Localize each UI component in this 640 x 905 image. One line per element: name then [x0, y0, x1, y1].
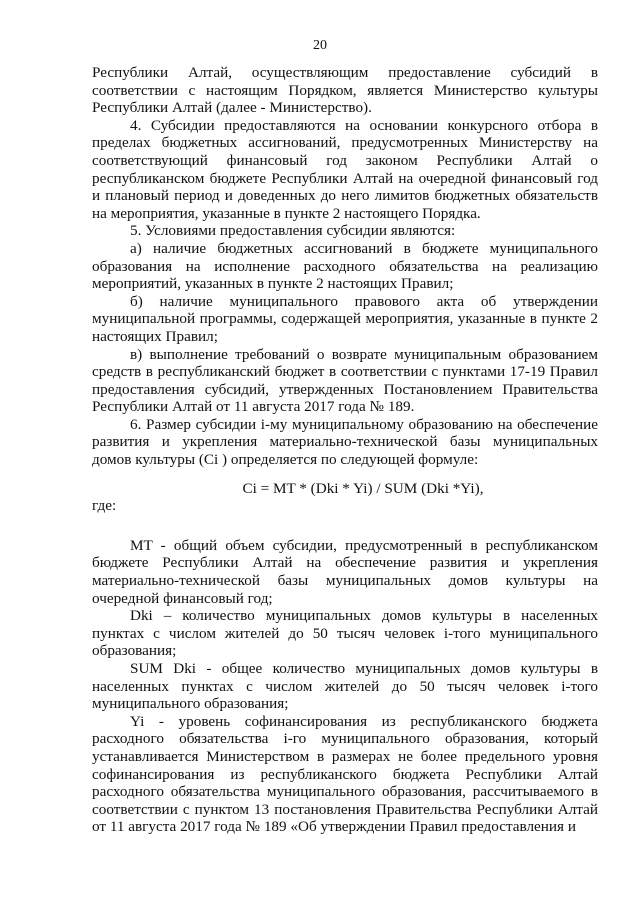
paragraph: Dki – количество муниципальных домов культуры в населенных пунктах с числом жителей до 50 тысяч человек i-того муниципального образования; [92, 607, 598, 660]
paragraph: Республики Алтай, осуществляющим предоставление субсидий в соответствии с настоящим Порядком, является Министерство культуры Республики Алтай (далее - Министерство). [92, 64, 598, 117]
formula-where-label: где: [92, 497, 117, 515]
spacer [92, 515, 598, 537]
page-number: 20 [313, 38, 327, 53]
paragraph: в) выполнение требований о возврате муниципальным образованием средств в республиканский бюджет в соответствии с пунктами 17-19 Правил предоставления субсидий, утвержденных Постановлением Правительства Республики Алтай от 11 августа 2017 года № 189. [92, 345, 598, 416]
paragraph: 4. Субсидии предоставляются на основании конкурсного отбора в пределах бюджетных ассигнований, предусмотренных Министерству на соответствующий финансовый год законом Республики Алтай о республиканском бюджете Республики Алтай на очередной финансовый год и плановый период и доведенных до него лимитов бюджетных обязательств на мероприятия, указанные в пункте 2 настоящего Порядка. [92, 116, 598, 222]
paragraph: а) наличие бюджетных ассигнований в бюджете муниципального образования на исполнение расходного обязательства на реализацию мероприятий, указанных в пункте 2 настоящих Правил; [92, 239, 598, 293]
document-body [92, 64, 598, 836]
paragraph: 5. Условиями предоставления субсидии являются: [130, 222, 456, 240]
formula: Ci = MT * (Dki * Yi) / SUM (Dki *Yi), [242, 479, 484, 497]
paragraph: б) наличие муниципального правового акта об утверждении муниципальной программы, содержащей мероприятия, указанные в пункте 2 настоящих Правил; [92, 292, 598, 345]
paragraph: 6. Размер субсидии i-му муниципальному образованию на обеспечение развития и укрепления материально-технической базы муниципальных домов культуры (Ci ) определяется по следующей формуле: [92, 415, 598, 469]
paragraph: MT - общий объем субсидии, предусмотренный в республиканском бюджете Республики Алтай на обеспечение развития и укрепления материально-технической базы муниципальных домов культуры на очередной финансовый год; [92, 536, 598, 607]
paragraph: Yi - уровень софинансирования из республиканского бюджета расходного обязательства i-го муниципального образования, который устанавливается Министерством в размерах не более предельного уровня софинансирования из республиканского бюджета Республики Алтай расходного обязательства муниципального образования, рассчитываемого в соответствии с пунктом 13 постановления Правительства Республики Алтай от 11 августа 2017 года № 189 «Об утверждении Правил предоставления и [92, 712, 598, 836]
paragraph: SUM Dki - общее количество муниципальных домов культуры в населенных пунктах с числом жителей до 50 тысяч человек i-того муниципального образования; [92, 660, 598, 713]
